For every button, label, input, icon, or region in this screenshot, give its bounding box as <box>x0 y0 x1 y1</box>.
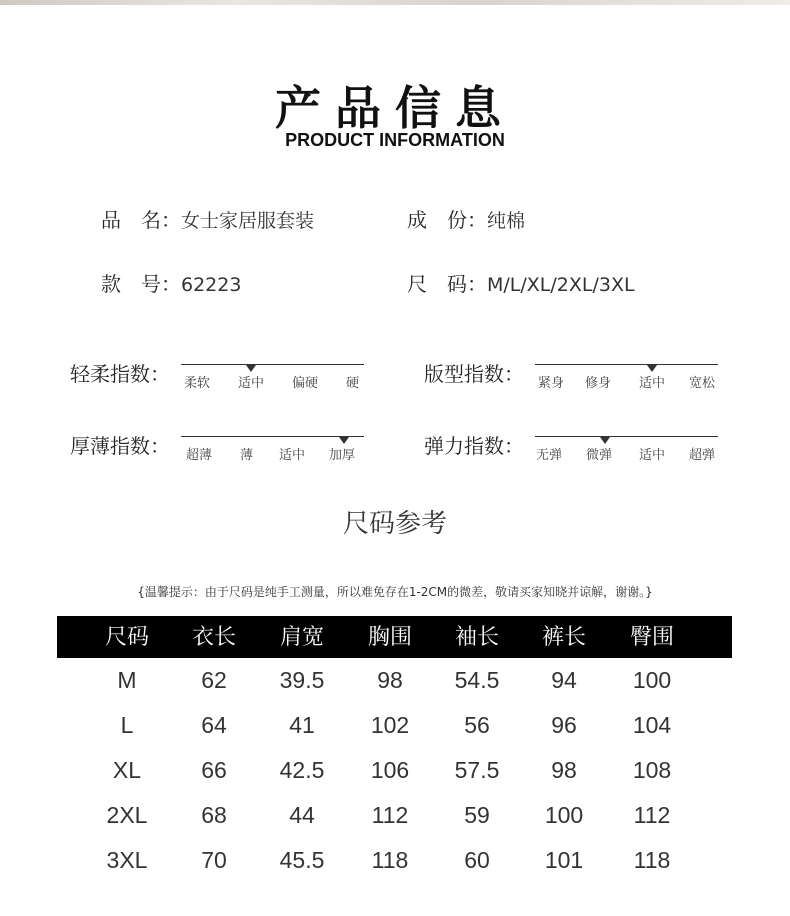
table-cell: 100 <box>544 802 584 828</box>
page-title: 产品信息 <box>275 81 515 135</box>
table-row <box>57 793 732 838</box>
table-row <box>57 658 732 703</box>
scale-option: 硬 <box>346 376 360 391</box>
table-cell: 45.5 <box>279 847 325 873</box>
table-cell: 64 <box>201 712 227 738</box>
table-cell: 101 <box>544 847 584 873</box>
product-name-label: 品 名： <box>101 208 181 232</box>
scale-option: 适中 <box>639 376 666 391</box>
table-cell: 3XL <box>106 847 148 873</box>
scale-marker <box>647 365 657 372</box>
scale-line <box>535 436 718 437</box>
table-row <box>57 703 732 748</box>
header-cell: 胸围 <box>367 625 412 650</box>
scale-marker <box>600 437 610 444</box>
table-cell: 112 <box>371 802 409 828</box>
size-table <box>57 616 732 883</box>
style-number-label: 款 号： <box>101 272 181 296</box>
table-cell: 39.5 <box>279 667 325 693</box>
scale-option: 修身 <box>585 376 612 391</box>
table-cell: 98 <box>377 667 403 693</box>
table-cell: 59 <box>464 802 490 828</box>
scale-option: 适中 <box>279 448 306 463</box>
table-cell: 60 <box>464 847 490 873</box>
scale-option: 偏硬 <box>292 376 319 391</box>
header-cell: 臀围 <box>629 625 674 650</box>
table-cell: 118 <box>371 847 409 873</box>
table-cell: 41 <box>289 712 315 738</box>
table-cell: 94 <box>551 667 577 693</box>
table-cell: 56 <box>464 712 490 738</box>
material-label: 成 份： <box>407 208 487 232</box>
table-cell: 70 <box>201 847 227 873</box>
measurement-tip: {温馨提示：由于尺码是纯手工测量，所以难免存在1-2CM的微差，敬请买家知晓并谅解，谢谢。} <box>137 585 653 599</box>
style-number-value: 62223 <box>181 274 242 296</box>
info-material <box>407 204 525 233</box>
softness-scale <box>181 358 364 391</box>
size-reference-title: 尺码参考 <box>342 509 447 539</box>
table-cell: XL <box>112 757 142 783</box>
table-cell: 44 <box>289 802 315 828</box>
size-label: 尺 码： <box>407 272 487 296</box>
product-name-value: 女士家居服套装 <box>181 210 315 232</box>
scale-line <box>535 364 718 365</box>
table-cell: 96 <box>551 712 577 738</box>
scale-marker <box>339 437 349 444</box>
table-cell: L <box>120 712 134 738</box>
scale-marker <box>246 365 256 372</box>
table-cell: 108 <box>632 757 672 783</box>
scale-option: 适中 <box>238 376 265 391</box>
material-value: 纯棉 <box>487 210 526 232</box>
table-cell: 66 <box>201 757 227 783</box>
scale-option: 超薄 <box>186 448 213 463</box>
page-subtitle: PRODUCT INFORMATION <box>285 130 505 150</box>
softness-index-label: 轻柔指数： <box>70 362 170 386</box>
scale-option: 薄 <box>240 448 254 463</box>
table-cell: 106 <box>370 757 410 783</box>
table-cell: M <box>117 667 137 693</box>
table-cell: 68 <box>201 802 227 828</box>
table-cell: 104 <box>632 712 672 738</box>
elasticity-index-label: 弹力指数： <box>424 434 524 458</box>
table-cell: 98 <box>551 757 577 783</box>
scale-option: 无弹 <box>536 448 563 463</box>
thickness-scale <box>181 430 364 463</box>
fit-index-label: 版型指数： <box>424 362 524 386</box>
table-cell: 100 <box>632 667 672 693</box>
info-size <box>407 268 635 297</box>
header-cell: 袖长 <box>454 625 499 650</box>
size-table-header <box>57 616 732 658</box>
table-cell: 112 <box>633 802 671 828</box>
header-cell: 肩宽 <box>279 625 324 650</box>
scale-option: 紧身 <box>538 376 565 391</box>
top-image-strip <box>0 0 790 5</box>
table-cell: 102 <box>370 712 410 738</box>
scale-line <box>181 364 364 365</box>
table-cell: 62 <box>201 667 227 693</box>
scale-option: 宽松 <box>689 376 716 391</box>
info-style-number <box>101 268 241 297</box>
header-cell: 裤长 <box>541 625 586 650</box>
table-cell: 42.5 <box>279 757 325 783</box>
scale-option: 适中 <box>639 448 666 463</box>
table-cell: 2XL <box>106 802 148 828</box>
scale-option: 超弹 <box>689 448 716 463</box>
fit-scale <box>535 358 718 391</box>
scale-option: 柔软 <box>184 376 211 391</box>
table-row <box>57 748 732 793</box>
thickness-index-label: 厚薄指数： <box>70 434 170 458</box>
header-cell: 衣长 <box>191 625 236 650</box>
table-cell: 118 <box>633 847 671 873</box>
table-row <box>57 838 732 883</box>
table-cell: 54.5 <box>454 667 500 693</box>
scale-line <box>181 436 364 437</box>
elasticity-scale <box>535 430 718 463</box>
size-value: M/L/XL/2XL/3XL <box>487 274 635 296</box>
table-cell: 57.5 <box>454 757 500 783</box>
header-cell: 尺码 <box>104 625 149 650</box>
scale-option: 加厚 <box>329 448 356 463</box>
scale-option: 微弹 <box>586 448 613 463</box>
info-product-name <box>101 204 314 233</box>
